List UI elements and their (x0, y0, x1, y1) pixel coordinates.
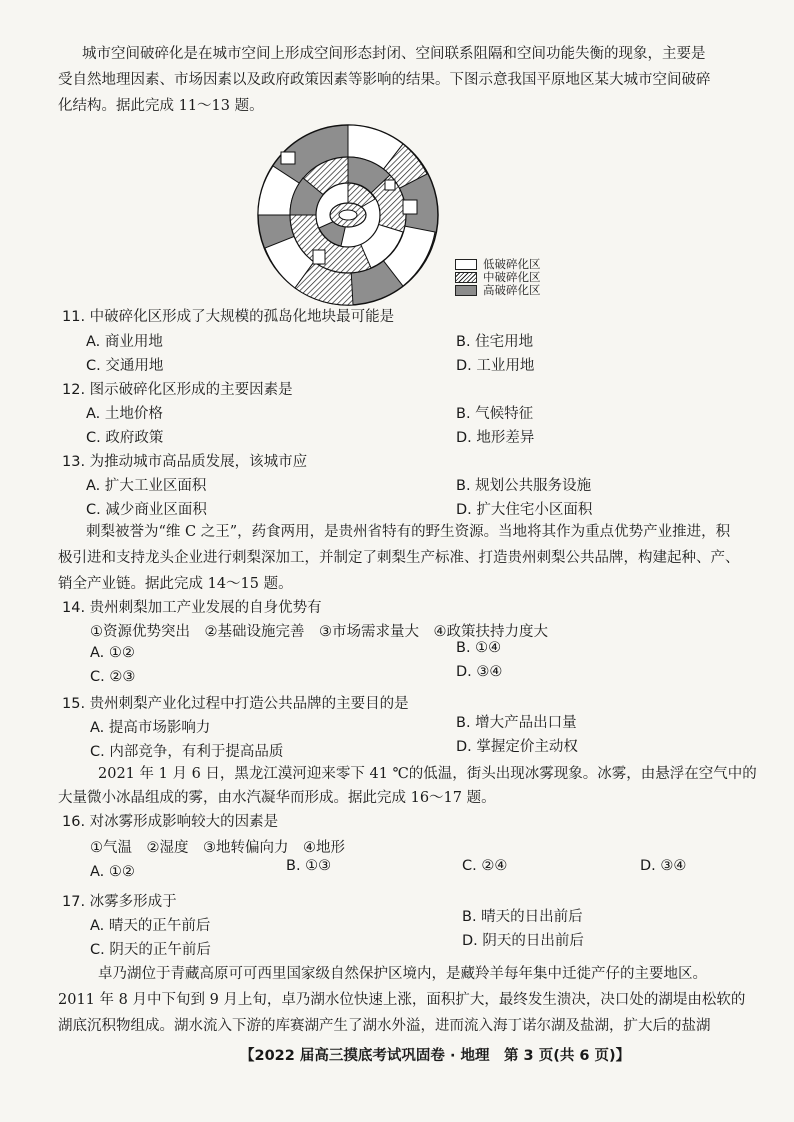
intro-2-line-3: 销全产业链。据此完成 14～15 题。 (58, 576, 293, 592)
q14-option-c[interactable]: C. ②③ (90, 669, 136, 685)
intro-3-line-2: 大量微小冰晶组成的雾，由水汽凝华而形成。据此完成 16～17 题。 (58, 790, 496, 806)
q11-option-c[interactable]: C. 交通用地 (86, 358, 164, 374)
q12-option-a[interactable]: A. 土地价格 (86, 406, 163, 422)
q15-option-a[interactable]: A. 提高市场影响力 (90, 720, 211, 736)
q15-option-d[interactable]: D. 掌握定价主动权 (456, 739, 578, 755)
q17-stem: 17. 冰雾多形成于 (62, 894, 177, 910)
q16-items: ①气温 ②湿度 ③地转偏向力 ④地形 (90, 840, 345, 856)
intro-4-line-1: 卓乃湖位于青藏高原可可西里国家级自然保护区境内，是藏羚羊每年集中迁徙产仔的主要地区。 (98, 966, 707, 982)
q15-option-b[interactable]: B. 增大产品出口量 (456, 715, 577, 731)
q13-stem: 13. 为推动城市高品质发展，该城市应 (62, 454, 308, 470)
q16-option-c[interactable]: C. ②④ (462, 858, 508, 874)
q14-option-b[interactable]: B. ①④ (456, 640, 502, 656)
q14-option-d[interactable]: D. ③④ (456, 664, 503, 680)
q17-option-c[interactable]: C. 阴天的正午前后 (90, 942, 211, 958)
intro-2-line-2: 极引进和支持龙头企业进行刺梨深加工，并制定了刺梨生产标准、打造贵州刺梨公共品牌，构建起种、产、 (58, 550, 740, 566)
q13-option-a[interactable]: A. 扩大工业区面积 (86, 478, 207, 494)
q13-option-b[interactable]: B. 规划公共服务设施 (456, 478, 592, 494)
q17-option-b[interactable]: B. 晴天的日出前后 (462, 909, 583, 925)
intro-4-line-2: 2011 年 8 月中下旬到 9 月上旬，卓乃湖水位快速上涨，面积扩大，最终发生溃决，决口处的湖堤由松软的 (58, 992, 746, 1008)
legend-swatch-high (455, 285, 477, 296)
q12-stem: 12. 图示破碎化区形成的主要因素是 (62, 382, 293, 398)
legend-high (455, 282, 541, 298)
q16-option-a[interactable]: A. ①② (90, 864, 135, 880)
q16-option-d[interactable]: D. ③④ (640, 858, 687, 874)
q16-option-b[interactable]: B. ①③ (286, 858, 332, 874)
legend-swatch-low (455, 259, 477, 270)
q14-items: ①资源优势突出 ②基础设施完善 ③市场需求量大 ④政策扶持力度大 (90, 624, 548, 640)
page-footer: 【2022 届高三摸底考试巩固卷 · 地理 第 3 页(共 6 页)】 (240, 1048, 631, 1064)
legend-label-high: 高破碎化区 (483, 283, 541, 297)
q15-stem: 15. 贵州刺梨产业化过程中打造公共品牌的主要目的是 (62, 696, 409, 712)
intro-1-line-2: 受自然地理因素、市场因素以及政府政策因素等影响的结果。下图示意我国平原地区某大城市空间破碎 (58, 72, 711, 88)
q14-option-a[interactable]: A. ①② (90, 645, 135, 661)
q16-stem: 16. 对冰雾形成影响较大的因素是 (62, 814, 279, 830)
q17-option-a[interactable]: A. 晴天的正午前后 (90, 918, 211, 934)
q11-option-b[interactable]: B. 住宅用地 (456, 334, 534, 350)
q11-option-a[interactable]: A. 商业用地 (86, 334, 163, 350)
legend-swatch-mid (455, 272, 477, 283)
city-fragmentation-diagram (253, 122, 443, 308)
q12-option-d[interactable]: D. 地形差异 (456, 430, 535, 446)
q14-stem: 14. 贵州刺梨加工产业发展的自身优势有 (62, 600, 322, 616)
q17-option-d[interactable]: D. 阴天的日出前后 (462, 933, 584, 949)
legend-label-low: 低破碎化区 (483, 257, 541, 271)
intro-3-line-1: 2021 年 1 月 6 日，黑龙江漠河迎来零下 41 ℃的低温，街头出现冰雾现象。冰雾，由悬浮在空气中的 (98, 766, 757, 782)
intro-1-line-1: 城市空间破碎化是在城市空间上形成空间形态封闭、空间联系阻隔和空间功能失衡的现象，主要是 (82, 46, 706, 62)
q12-option-c[interactable]: C. 政府政策 (86, 430, 164, 446)
q12-option-b[interactable]: B. 气候特征 (456, 406, 534, 422)
intro-4-line-3: 湖底沉积物组成。湖水流入下游的库赛湖产生了湖水外溢，进而流入海丁诺尔湖及盐湖，扩大后的盐湖 (58, 1018, 711, 1034)
legend-label-mid: 中破碎化区 (483, 270, 541, 284)
q11-stem: 11. 中破碎化区形成了大规模的孤岛化地块最可能是 (62, 309, 395, 325)
q15-option-c[interactable]: C. 内部竞争，有利于提高品质 (90, 744, 284, 760)
intro-1-line-3: 化结构。据此完成 11～13 题。 (58, 98, 264, 114)
intro-2-line-1: 刺梨被誉为“维 C 之王”，药食两用，是贵州省特有的野生资源。当地将其作为重点优势产业推进，积 (86, 524, 731, 540)
q13-option-d[interactable]: D. 扩大住宅小区面积 (456, 502, 593, 518)
q11-option-d[interactable]: D. 工业用地 (456, 358, 535, 374)
q13-option-c[interactable]: C. 减少商业区面积 (86, 502, 207, 518)
